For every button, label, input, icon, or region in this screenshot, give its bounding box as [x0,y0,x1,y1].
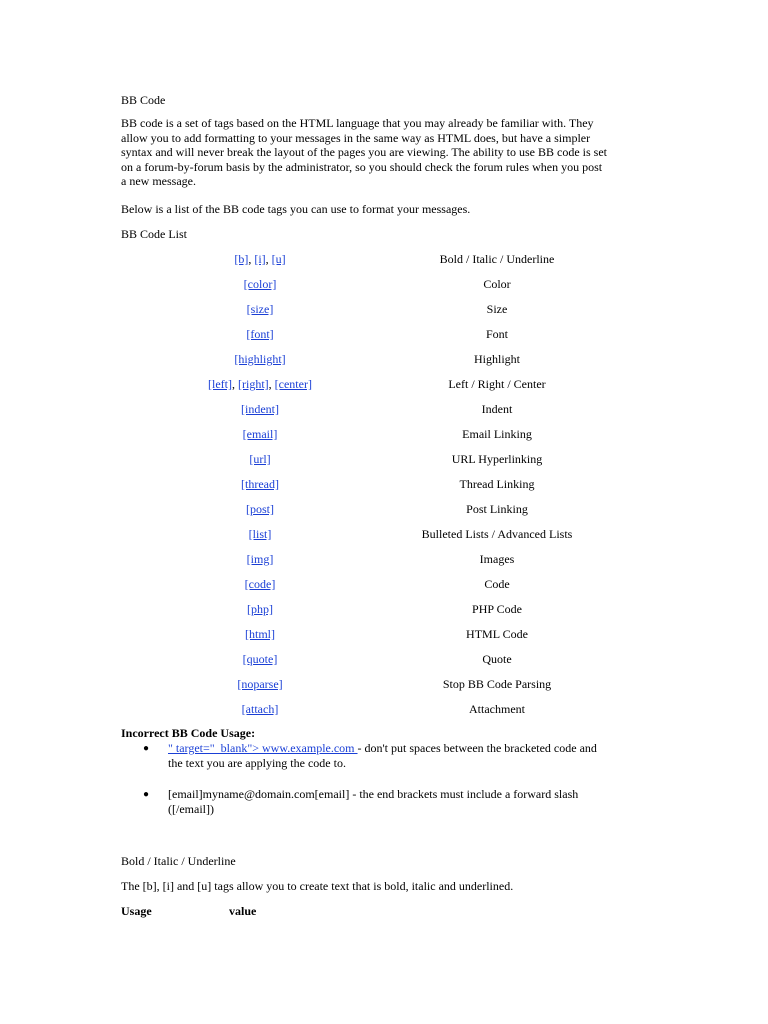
code-cell [130,602,390,616]
table-row [0,327,768,341]
table-row [0,552,768,566]
table-row [0,402,768,416]
bb-code-link[interactable]: [color] [243,277,277,291]
code-cell [130,527,390,541]
code-cell [130,552,390,566]
table-row [0,352,768,366]
description-cell: Bold / Italic / Underline [439,252,555,266]
description-cell: Stop BB Code Parsing [442,677,552,691]
table-row [0,452,768,466]
bullet-line: the text you are applying the code to. [168,755,346,770]
section-text: The [b], [i] and [u] tags allow you to create text that is bold, italic and underlined. [121,879,514,893]
bullet-marker: ● [143,789,150,800]
code-cell [130,302,390,316]
bb-code-link[interactable]: [php] [247,602,273,616]
bullet-line: [email]myname@domain.com[email] - the end brackets must include a forward slash [168,787,579,801]
description-cell: Left / Right / Center [448,377,546,391]
bullet-line [168,741,648,756]
code-cell [130,502,390,516]
list-heading: BB Code List [121,227,188,241]
bb-code-link[interactable]: [url] [249,452,271,466]
table-row [0,302,768,316]
intro-line: allow you to add formatting to your messages in the same way as HTML does, but have a simpler [121,130,591,145]
code-cell [130,377,390,391]
code-cell [130,577,390,591]
bullet-line: ([/email]) [168,801,214,816]
table-row [0,652,768,666]
bb-code-link[interactable]: [quote] [242,652,278,666]
description-cell: PHP Code [472,602,522,616]
table-row [0,427,768,441]
table-row [0,377,768,391]
code-cell [130,277,390,291]
description-cell: Code [484,577,510,591]
code-separator: , [248,252,255,266]
description-cell: HTML Code [466,627,528,641]
bb-code-link[interactable]: [noparse] [237,677,283,691]
code-cell [130,352,390,366]
description-cell: URL Hyperlinking [451,452,543,466]
bb-code-link[interactable]: [html] [245,627,275,641]
description-cell: Quote [482,652,512,666]
code-cell [130,327,390,341]
intro-line: BB code is a set of tags based on the HTML language that you may already be familiar with. They [121,116,594,130]
bb-code-link[interactable]: [img] [246,552,274,566]
bb-code-link[interactable]: [i] [254,252,266,266]
table-row [0,627,768,641]
page-heading: BB Code [121,93,166,107]
code-cell [130,652,390,666]
bb-code-link[interactable]: [u] [271,252,286,266]
section-title: Bold / Italic / Underline [121,854,236,868]
bb-code-link[interactable]: [attach] [241,702,279,716]
description-cell: Font [485,327,508,341]
table-row [0,602,768,616]
code-cell [130,677,390,691]
description-cell: Images [479,552,515,566]
code-cell [130,627,390,641]
bb-code-link[interactable]: [thread] [241,477,279,491]
incorrect-usage-heading: Incorrect BB Code Usage: [121,726,256,740]
description-cell: Color [483,277,511,291]
table-row [0,252,768,266]
bb-code-link[interactable]: [highlight] [234,352,286,366]
description-cell: Size [486,302,508,316]
bb-code-link[interactable]: [list] [248,527,272,541]
bb-code-link[interactable]: [code] [244,577,276,591]
table-row [0,502,768,516]
bullet-item [168,787,648,816]
table-row [0,477,768,491]
bullet-item [168,741,648,770]
description-cell: Highlight [473,352,520,366]
bullet-marker: ● [143,743,150,754]
description-cell: Bulleted Lists / Advanced Lists [421,527,573,541]
intro-paragraph [121,116,651,189]
code-cell [130,402,390,416]
code-separator: , [268,377,275,391]
bb-code-link[interactable]: [left] [208,377,232,391]
bb-code-link[interactable]: [b] [234,252,249,266]
description-cell: Post Linking [466,502,528,516]
code-cell [130,702,390,716]
bb-code-link[interactable]: [post] [246,502,274,516]
bb-code-link[interactable]: [center] [274,377,312,391]
description-cell: Email Linking [462,427,532,441]
description-cell: Attachment [469,702,525,716]
description-cell: Thread Linking [459,477,535,491]
intro-line: on a forum-by-forum basis by the administrator, so you should check the forum rules when you post [121,159,603,174]
bullet-text: - don't put spaces between the bracketed code and [357,741,597,755]
intro-line: syntax and will never break the layout of the pages you are viewing. The ability to use BB code is set [121,145,607,159]
table-row [0,577,768,591]
list-intro: Below is a list of the BB code tags you can use to format your messages. [121,202,471,216]
code-cell [130,452,390,466]
table-row [0,677,768,691]
code-separator: , [265,252,272,266]
code-cell [130,477,390,491]
description-cell: Indent [481,402,513,416]
table-row [0,277,768,291]
value-label: value [229,904,257,918]
intro-line: a new message. [121,174,196,188]
bb-code-link[interactable]: [size] [246,302,274,316]
code-cell [130,427,390,441]
bb-code-link[interactable]: [right] [238,377,269,391]
code-cell [130,252,390,266]
bb-code-link[interactable]: [email] [242,427,278,441]
example-link[interactable]: " target="_blank"> www.example.com [168,741,358,755]
usage-label: Usage [121,904,152,918]
table-row [0,527,768,541]
bb-code-link[interactable]: [font] [246,327,274,341]
table-row [0,702,768,716]
bb-code-link[interactable]: [indent] [241,402,279,416]
code-separator: , [232,377,238,391]
